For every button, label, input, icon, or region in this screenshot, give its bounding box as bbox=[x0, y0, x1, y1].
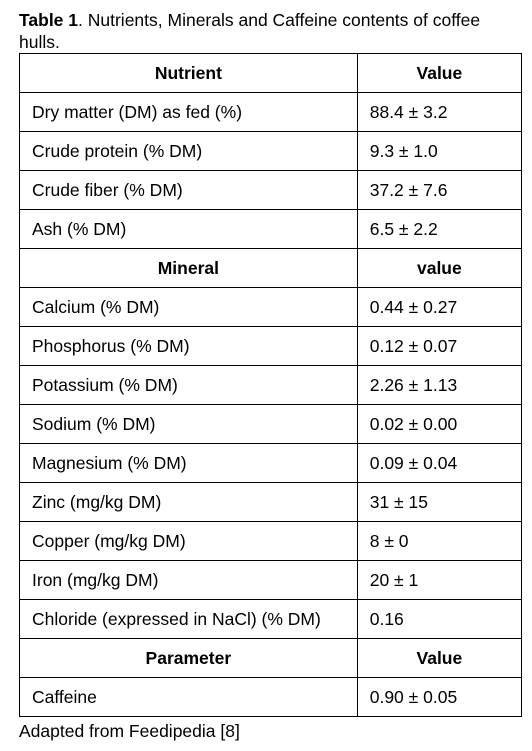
row-label-cell: Dry matter (DM) as fed (%) bbox=[20, 93, 358, 132]
column-header-name: Nutrient bbox=[20, 54, 358, 93]
table-row bbox=[20, 171, 522, 210]
table-row bbox=[20, 366, 522, 405]
row-label-cell: Zinc (mg/kg DM) bbox=[20, 483, 358, 522]
table-row bbox=[20, 444, 522, 483]
table-row bbox=[20, 561, 522, 600]
table-footnote: Adapted from Feedipedia [8] bbox=[19, 721, 240, 741]
row-label-cell: Phosphorus (% DM) bbox=[20, 327, 358, 366]
row-label-cell: Calcium (% DM) bbox=[20, 288, 358, 327]
row-label-cell: Sodium (% DM) bbox=[20, 405, 358, 444]
row-value-cell: 9.3 ± 1.0 bbox=[357, 132, 521, 171]
data-table bbox=[19, 53, 522, 717]
row-value-cell: 37.2 ± 7.6 bbox=[357, 171, 521, 210]
row-label-cell: Ash (% DM) bbox=[20, 210, 358, 249]
row-value-cell: 0.09 ± 0.04 bbox=[357, 444, 521, 483]
column-header-name: Parameter bbox=[20, 639, 358, 678]
table-caption bbox=[19, 9, 524, 53]
row-label-cell: Chloride (expressed in NaCl) (% DM) bbox=[20, 600, 358, 639]
table-row bbox=[20, 522, 522, 561]
row-value-cell: 6.5 ± 2.2 bbox=[357, 210, 521, 249]
table-row bbox=[20, 600, 522, 639]
column-header-name: Mineral bbox=[20, 249, 358, 288]
table-caption-label: Table 1 bbox=[19, 10, 79, 30]
row-label-cell: Crude fiber (% DM) bbox=[20, 171, 358, 210]
row-label-cell: Potassium (% DM) bbox=[20, 366, 358, 405]
row-label-cell: Crude protein (% DM) bbox=[20, 132, 358, 171]
row-value-cell: 0.44 ± 0.27 bbox=[357, 288, 521, 327]
row-value-cell: 31 ± 15 bbox=[357, 483, 521, 522]
row-label-cell: Magnesium (% DM) bbox=[20, 444, 358, 483]
row-value-cell: 0.12 ± 0.07 bbox=[357, 327, 521, 366]
row-label-cell: Caffeine bbox=[20, 678, 358, 717]
row-value-cell: 0.90 ± 0.05 bbox=[357, 678, 521, 717]
row-value-cell: 20 ± 1 bbox=[357, 561, 521, 600]
row-label-cell: Iron (mg/kg DM) bbox=[20, 561, 358, 600]
section-header-row bbox=[20, 249, 522, 288]
column-header-value: value bbox=[357, 249, 521, 288]
row-value-cell: 0.02 ± 0.00 bbox=[357, 405, 521, 444]
table-row bbox=[20, 210, 522, 249]
table-row bbox=[20, 405, 522, 444]
row-value-cell: 0.16 bbox=[357, 600, 521, 639]
column-header-value: Value bbox=[357, 54, 521, 93]
table-row bbox=[20, 288, 522, 327]
row-label-cell: Copper (mg/kg DM) bbox=[20, 522, 358, 561]
section-header-row bbox=[20, 54, 522, 93]
table-row bbox=[20, 93, 522, 132]
table-row bbox=[20, 327, 522, 366]
data-table-body bbox=[20, 54, 522, 717]
table-row bbox=[20, 483, 522, 522]
column-header-value: Value bbox=[357, 639, 521, 678]
row-value-cell: 8 ± 0 bbox=[357, 522, 521, 561]
table-row bbox=[20, 678, 522, 717]
table-row bbox=[20, 132, 522, 171]
row-value-cell: 2.26 ± 1.13 bbox=[357, 366, 521, 405]
section-header-row bbox=[20, 639, 522, 678]
table-caption-text: . Nutrients, Minerals and Caffeine contents of coffee hulls. bbox=[19, 10, 481, 52]
row-value-cell: 88.4 ± 3.2 bbox=[357, 93, 521, 132]
